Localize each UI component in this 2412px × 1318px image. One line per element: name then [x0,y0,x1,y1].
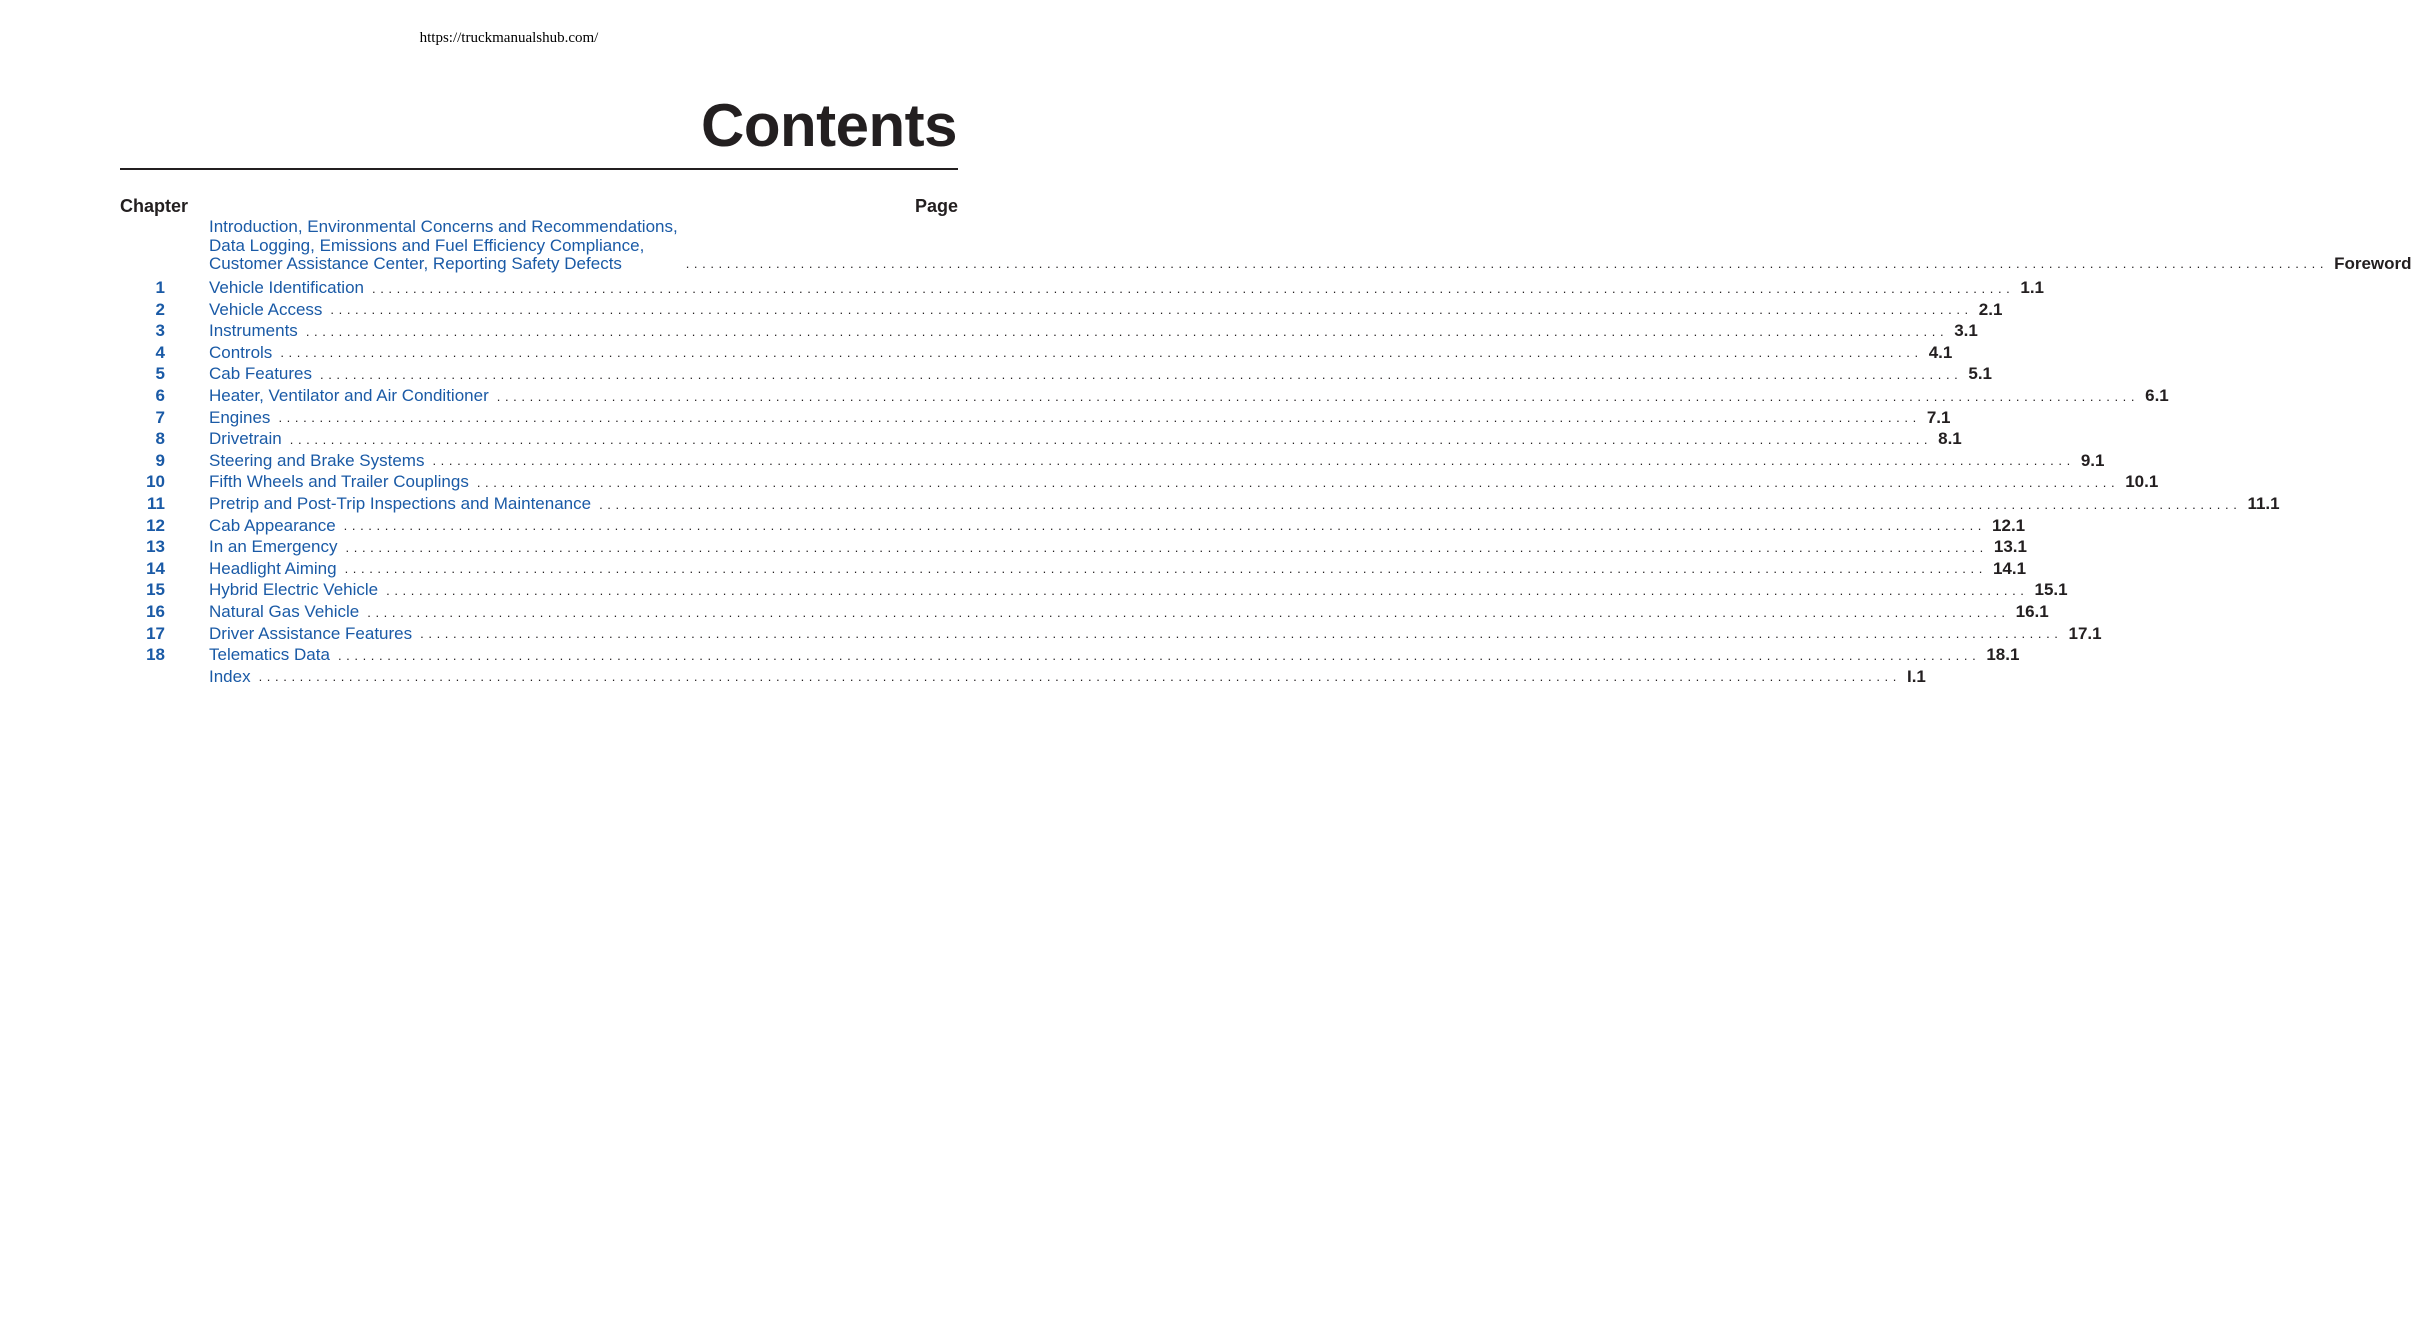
dot-leader: ........................................................................................................................................................................................................ [367,604,2010,620]
chapter-title-link[interactable]: Telematics Data [209,645,330,665]
page-reference: I.1 [1906,666,1926,686]
chapter-number: 1 [155,278,165,298]
toc-header [120,194,958,218]
page-column-header: Page [914,196,958,216]
dot-leader: ........................................................................................................................................................................................................ [599,496,2242,512]
page-reference: 13.1 [1993,537,2027,557]
toc-entry[interactable] [120,644,2020,666]
toc-entry[interactable] [120,450,2105,472]
chapter-title-link[interactable]: Headlight Aiming [209,558,337,578]
chapter-number: 13 [146,537,165,557]
chapter-title-link[interactable]: Controls [209,342,273,362]
page-reference: 14.1 [1992,558,2027,578]
chapter-title-link[interactable]: Fifth Wheels and Trailer Couplings [209,472,469,492]
chapter-title-link[interactable]: Cab Appearance [209,515,336,535]
page-reference: 9.1 [2080,450,2105,470]
toc-entry[interactable] [120,428,1962,450]
page-reference: 10.1 [2125,472,2159,492]
dot-leader: ........................................................................................................................................................................................................ [345,539,1988,555]
dot-leader: ........................................................................................................................................................................................................ [258,669,1901,685]
chapter-number: 7 [155,407,165,427]
foreword-line: Introduction, Environmental Concerns and Recommendations, [209,217,678,236]
page-reference: 8.1 [1938,429,1962,449]
chapter-column-header: Chapter [120,196,189,216]
toc-entry[interactable] [120,385,2169,407]
page-reference: 11.1 [2247,494,2280,514]
chapter-number: 2 [155,299,165,319]
toc-entry[interactable] [120,515,2026,537]
chapter-number: 11 [147,494,165,514]
page-reference: 15.1 [2034,580,2068,600]
chapter-title-link[interactable]: Cab Features [209,364,312,384]
dot-leader: ........................................................................................................................................................................................................ [330,302,1973,318]
page-reference: Foreword [2334,254,2412,274]
chapter-number: 18 [146,645,165,665]
page-reference: 6.1 [2145,386,2169,406]
dot-leader: ........................................................................................................................................................................................................ [280,345,1923,361]
dot-leader: ........................................................................................................................................................................................................ [420,626,2063,642]
chapter-list [120,277,2280,666]
page-reference: 18.1 [1986,645,2020,665]
dot-leader: ........................................................................................................................................................................................................ [372,280,2015,296]
toc-entry[interactable] [120,536,2027,558]
toc-entry[interactable] [120,299,2003,321]
index-link[interactable]: Index [209,666,251,686]
toc-entry-index[interactable] [120,666,1926,688]
page-reference: 4.1 [1928,342,1953,362]
toc-entry[interactable] [120,320,1978,342]
page-reference: 7.1 [1926,407,1951,427]
toc-entry[interactable] [120,623,2102,645]
chapter-title-link[interactable]: Heater, Ventilator and Air Conditioner [209,386,489,406]
foreword-line: Data Logging, Emissions and Fuel Efficiency Compliance, [209,235,645,255]
toc-entry[interactable] [120,493,2280,515]
toc-entry[interactable] [120,363,1993,385]
chapter-number: 6 [155,386,165,406]
chapter-title-link[interactable]: Vehicle Access [209,299,323,319]
chapter-number: 9 [155,450,165,470]
toc-entry-foreword[interactable] [120,217,2412,274]
page-reference: 5.1 [1968,364,1993,384]
dot-leader: ........................................................................................................................................................................................................ [685,256,2329,272]
dot-leader: ........................................................................................................................................................................................................ [343,518,1987,534]
dot-leader: ........................................................................................................................................................................................................ [289,431,1933,447]
dot-leader: ........................................................................................................................................................................................................ [476,475,2120,491]
dot-leader: ........................................................................................................................................................................................................ [305,323,1949,339]
chapter-number: 15 [146,580,165,600]
dot-leader: ........................................................................................................................................................................................................ [320,367,1963,383]
chapter-title-link[interactable]: Instruments [209,321,298,341]
dot-leader: ........................................................................................................................................................................................................ [278,410,1921,426]
chapter-number: 10 [146,472,165,492]
dot-leader: ........................................................................................................................................................................................................ [344,561,1987,577]
toc-entry[interactable] [120,558,2027,580]
page-reference: 12.1 [1992,515,2026,535]
toc-entry[interactable] [120,579,2068,601]
chapter-number: 3 [155,321,165,341]
page-reference: 2.1 [1978,299,2003,319]
toc-entry[interactable] [120,601,2049,623]
chapter-number: 8 [155,429,165,449]
chapter-number: 5 [155,364,165,384]
chapter-title-link[interactable]: In an Emergency [209,537,338,557]
foreword-line: Customer Assistance Center, Reporting Safety Defects [209,254,622,274]
chapter-number: 16 [146,602,165,622]
chapter-title-link[interactable]: Driver Assistance Features [209,623,413,643]
source-url: https://truckmanualshub.com/ [419,30,599,46]
dot-leader: ........................................................................................................................................................................................................ [337,647,1981,663]
chapter-title-link[interactable]: Pretrip and Post-Trip Inspections and Maintenance [209,494,592,514]
chapter-title-link[interactable]: Engines [209,407,271,427]
page-reference: 17.1 [2068,623,2102,643]
title-rule [120,168,958,170]
toc-entry[interactable] [120,407,1951,429]
dot-leader: ........................................................................................................................................................................................................ [386,583,2029,599]
toc-entry[interactable] [120,471,2159,493]
page-reference: 1.1 [2020,278,2045,298]
page-reference: 3.1 [1954,321,1978,341]
chapter-number: 14 [146,558,165,578]
chapter-title-link[interactable]: Steering and Brake Systems [209,450,425,470]
dot-leader: ........................................................................................................................................................................................................ [496,388,2140,404]
toc-entry[interactable] [120,277,2045,299]
foreword-link[interactable] [209,218,678,274]
chapter-number: 4 [155,342,165,362]
page-title: Contents [701,92,957,159]
dot-leader: ........................................................................................................................................................................................................ [432,453,2075,469]
chapter-title-link[interactable]: Hybrid Electric Vehicle [209,580,379,600]
chapter-number: 17 [146,623,165,643]
toc-entry[interactable] [120,342,1953,364]
chapter-title-link[interactable]: Drivetrain [209,429,282,449]
page-reference: 16.1 [2015,602,2049,622]
chapter-title-link[interactable]: Vehicle Identification [209,278,364,298]
chapter-number: 12 [146,515,165,535]
chapter-title-link[interactable]: Natural Gas Vehicle [209,602,360,622]
table-of-contents [120,194,2412,687]
